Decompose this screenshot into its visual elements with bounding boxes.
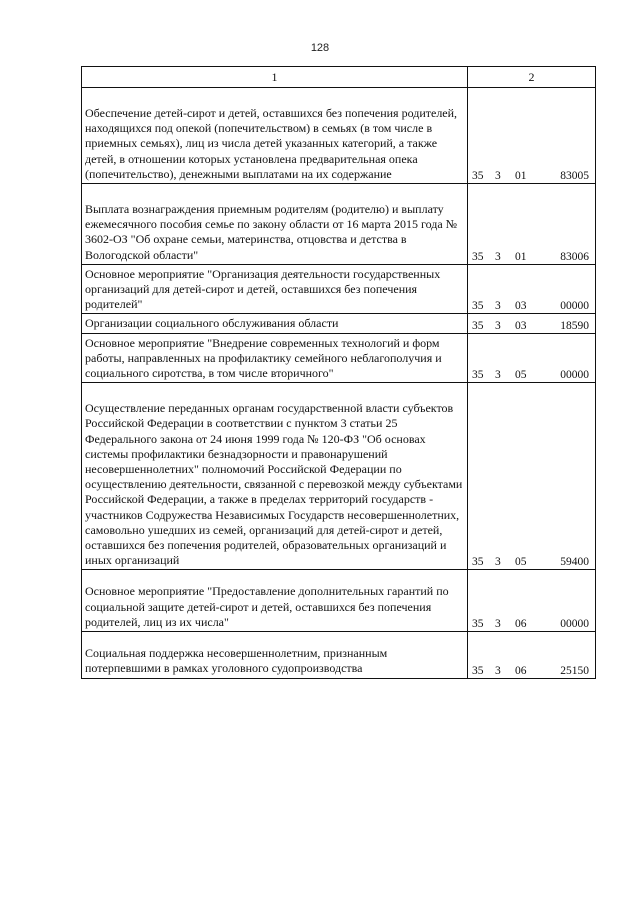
table-row bbox=[82, 632, 596, 678]
table-row bbox=[82, 184, 596, 265]
code-subprogram: 3 bbox=[495, 250, 501, 263]
code-direction: 00000 bbox=[560, 300, 589, 313]
header-col-2: 2 bbox=[468, 67, 596, 88]
row-code bbox=[468, 314, 596, 333]
code-direction: 25150 bbox=[560, 664, 589, 677]
row-code bbox=[468, 184, 596, 265]
header-row bbox=[82, 67, 596, 88]
code-subprogram: 3 bbox=[495, 618, 501, 631]
code-direction: 00000 bbox=[560, 369, 589, 382]
row-description: Обеспечение детей-сирот и детей, оставшихся без попечения родителей, находящихся под опекой (попечительством) в семьях (в том числе в приемных семьях), лиц из числа детей указанных категорий, а также детей, в отношении которых установлена предварительная опека (попечительство), денежными выплатами на их содержание bbox=[82, 88, 468, 184]
table-row bbox=[82, 264, 596, 314]
code-program: 35 bbox=[472, 300, 484, 313]
row-description: Социальная поддержка несовершеннолетним, признанным потерпевшими в рамках уголовного судопроизводства bbox=[82, 632, 468, 678]
code-subprogram: 3 bbox=[495, 319, 501, 332]
table-row bbox=[82, 383, 596, 570]
table-row bbox=[82, 333, 596, 383]
row-description: Выплата вознаграждения приемным родителям (родителю) и выплату ежемесячного пособия семье по закону области от 16 марта 2015 года № 3602-ОЗ "Об охране семьи, материнства, отцовства и детства в Вологодской области" bbox=[82, 184, 468, 265]
row-description: Осуществление переданных органам государственной власти субъектов Российской Федерации в соответствии с пунктом 3 статьи 25 Федерального закона от 24 июня 1999 года № 120-ФЗ "Об основах системы профилактики безнадзорности и правонарушений несовершеннолетних" полномочий Российской Федерации по осуществлению деятельности, связанной с перевозкой между субъектами Российской Федерации, а также в пределах территорий государств - участников Содружества Независимых Государств несовершеннолетних, самовольно ушедших из семей, организаций для детей-сирот и детей, оставшихся без попечения родителей, образовательных организаций и иных организаций bbox=[82, 383, 468, 570]
table-row bbox=[82, 570, 596, 632]
row-code bbox=[468, 88, 596, 184]
table-row bbox=[82, 314, 596, 333]
row-code bbox=[468, 383, 596, 570]
row-code bbox=[468, 264, 596, 314]
code-subprogram: 3 bbox=[495, 664, 501, 677]
code-direction: 83005 bbox=[560, 170, 589, 183]
header-col-1: 1 bbox=[82, 67, 468, 88]
budget-classification-table bbox=[81, 66, 596, 679]
code-program: 35 bbox=[472, 319, 484, 332]
row-description: Основное мероприятие "Внедрение современных технологий и форм работы, направленных на профилактику семейного неблагополучия и социального сиротства, в том числе вторичного" bbox=[82, 333, 468, 383]
code-program: 35 bbox=[472, 556, 484, 569]
row-description: Основное мероприятие "Предоставление дополнительных гарантий по социальной защите детей-сирот и детей, оставшихся без попечения родителей, лиц из их числа" bbox=[82, 570, 468, 632]
code-subprogram: 3 bbox=[495, 556, 501, 569]
code-program: 35 bbox=[472, 664, 484, 677]
code-program: 35 bbox=[472, 170, 484, 183]
code-program: 35 bbox=[472, 250, 484, 263]
code-subprogram: 3 bbox=[495, 300, 501, 313]
code-event: 03 bbox=[515, 319, 527, 332]
code-subprogram: 3 bbox=[495, 369, 501, 382]
code-event: 06 bbox=[515, 618, 527, 631]
code-event: 03 bbox=[515, 300, 527, 313]
table-row bbox=[82, 88, 596, 184]
row-code bbox=[468, 632, 596, 678]
row-code bbox=[468, 333, 596, 383]
code-subprogram: 3 bbox=[495, 170, 501, 183]
code-event: 05 bbox=[515, 556, 527, 569]
code-direction: 59400 bbox=[560, 556, 589, 569]
code-direction: 00000 bbox=[560, 618, 589, 631]
code-direction: 18590 bbox=[560, 319, 589, 332]
page-number: 128 bbox=[310, 42, 330, 54]
code-direction: 83006 bbox=[560, 250, 589, 263]
code-event: 05 bbox=[515, 369, 527, 382]
code-event: 01 bbox=[515, 250, 527, 263]
row-description: Основное мероприятие "Организация деятельности государственных организаций для детей-сирот и детей, оставшихся без попечения родителей" bbox=[82, 264, 468, 314]
row-description: Организации социального обслуживания области bbox=[82, 314, 468, 333]
code-event: 06 bbox=[515, 664, 527, 677]
code-program: 35 bbox=[472, 369, 484, 382]
code-program: 35 bbox=[472, 618, 484, 631]
code-event: 01 bbox=[515, 170, 527, 183]
row-code bbox=[468, 570, 596, 632]
